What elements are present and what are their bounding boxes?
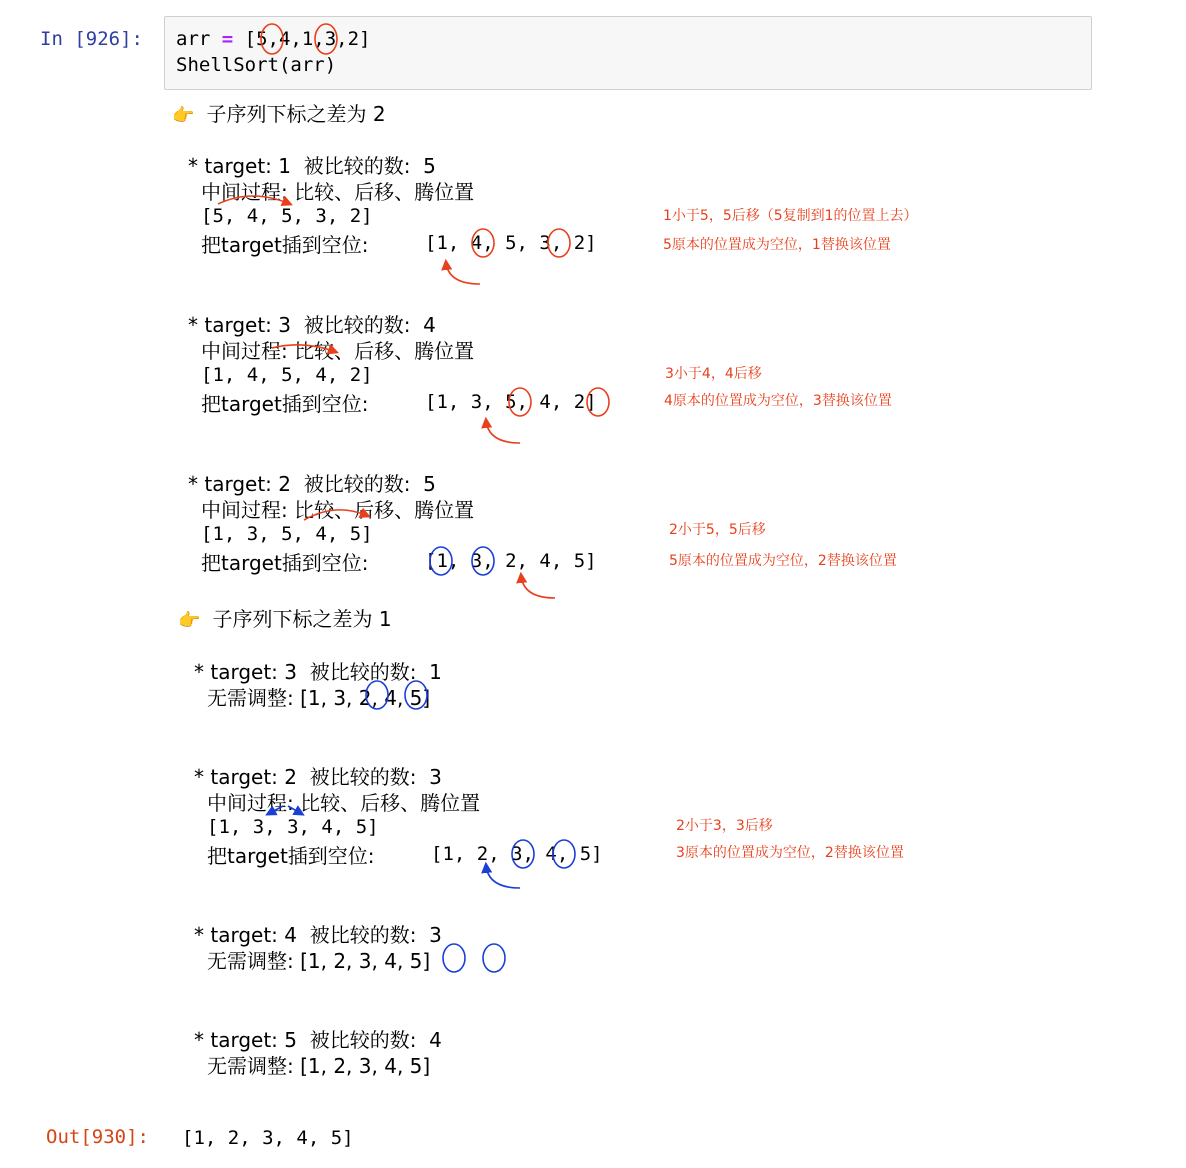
note1-line2: 5原本的位置成为空位，1替换该位置 [663,237,891,253]
note1-line1: 1小于5，5后移（5复制到1的位置上去） [663,208,918,224]
code-arr: arr [176,28,222,50]
step6-circle-5 [483,944,505,972]
step6-target-line: * target: 4 被比较的数: 3 [194,923,442,947]
step3-insert-label: 把target插到空位: [201,551,369,575]
code-equals: = [221,28,234,50]
gap2-header [172,98,386,127]
gap2-header-text: 子序列下标之差为 2 [206,102,386,126]
step3-mid-array: [1, 3, 5, 4, 5] [201,523,373,545]
pointing-hand-icon: 👉 [178,610,201,631]
step3-insert-array: [1, 3, 2, 4, 5] [425,550,597,572]
step1-mid-label: 中间过程: 比较、后移、腾位置 [201,180,475,204]
note2-line1: 3小于4，4后移 [665,366,762,382]
step2-insert-arrow [486,420,520,443]
code-line-2[interactable]: ShellSort(arr) [176,54,337,76]
note4-line1: 2小于3，3后移 [676,818,773,834]
step2-insert-array: [1, 3, 5, 4, 2] [425,391,597,413]
step5-insert-label: 把target插到空位: [207,844,375,868]
note3-line2: 5原本的位置成为空位，2替换该位置 [669,553,897,569]
step4-nochange: 无需调整: [1, 3, 2, 4, 5] [207,686,431,710]
step5-target-line: * target: 2 被比较的数: 3 [194,765,442,789]
step5-insert-array: [1, 2, 3, 4, 5] [431,843,603,865]
step1-mid-array: [5, 4, 5, 3, 2] [201,205,373,227]
step2-insert-label: 把target插到空位: [201,392,369,416]
step5-mid-array: [1, 3, 3, 4, 5] [207,816,379,838]
code-list: [5,4,1,3,2] [233,28,371,50]
input-prompt: In [926]: [40,28,143,50]
output-value: [1, 2, 3, 4, 5] [182,1127,354,1149]
note4-line2: 3原本的位置成为空位，2替换该位置 [676,845,904,861]
gap1-header-text: 子序列下标之差为 1 [212,607,392,631]
step6-nochange: 无需调整: [1, 2, 3, 4, 5] [207,949,431,973]
output-prompt: Out[930]: [46,1126,149,1148]
code-line-1[interactable] [176,28,371,50]
step5-mid-label: 中间过程: 比较、后移、腾位置 [207,791,481,815]
step4-target-line: * target: 3 被比较的数: 1 [194,660,442,684]
gap1-header [178,603,392,632]
step5-insert-arrow [486,865,520,888]
step3-target-line: * target: 2 被比较的数: 5 [188,472,436,496]
step1-target-line: * target: 1 被比较的数: 5 [188,154,436,178]
step2-mid-label: 中间过程: 比较、后移、腾位置 [201,339,475,363]
step1-insert-array: [1, 4, 5, 3, 2] [425,232,597,254]
pointing-hand-icon: 👉 [172,105,195,126]
step2-target-line: * target: 3 被比较的数: 4 [188,313,436,337]
step2-mid-array: [1, 4, 5, 4, 2] [201,364,373,386]
step3-mid-label: 中间过程: 比较、后移、腾位置 [201,498,475,522]
step7-target-line: * target: 5 被比较的数: 4 [194,1028,442,1052]
step6-circle-4 [443,944,465,972]
note2-line2: 4原本的位置成为空位，3替换该位置 [664,393,892,409]
note3-line1: 2小于5，5后移 [669,522,766,538]
step1-insert-label: 把target插到空位: [201,233,369,257]
step7-nochange: 无需调整: [1, 2, 3, 4, 5] [207,1054,431,1078]
step1-insert-arrow [446,262,480,284]
step3-insert-arrow [521,575,555,598]
